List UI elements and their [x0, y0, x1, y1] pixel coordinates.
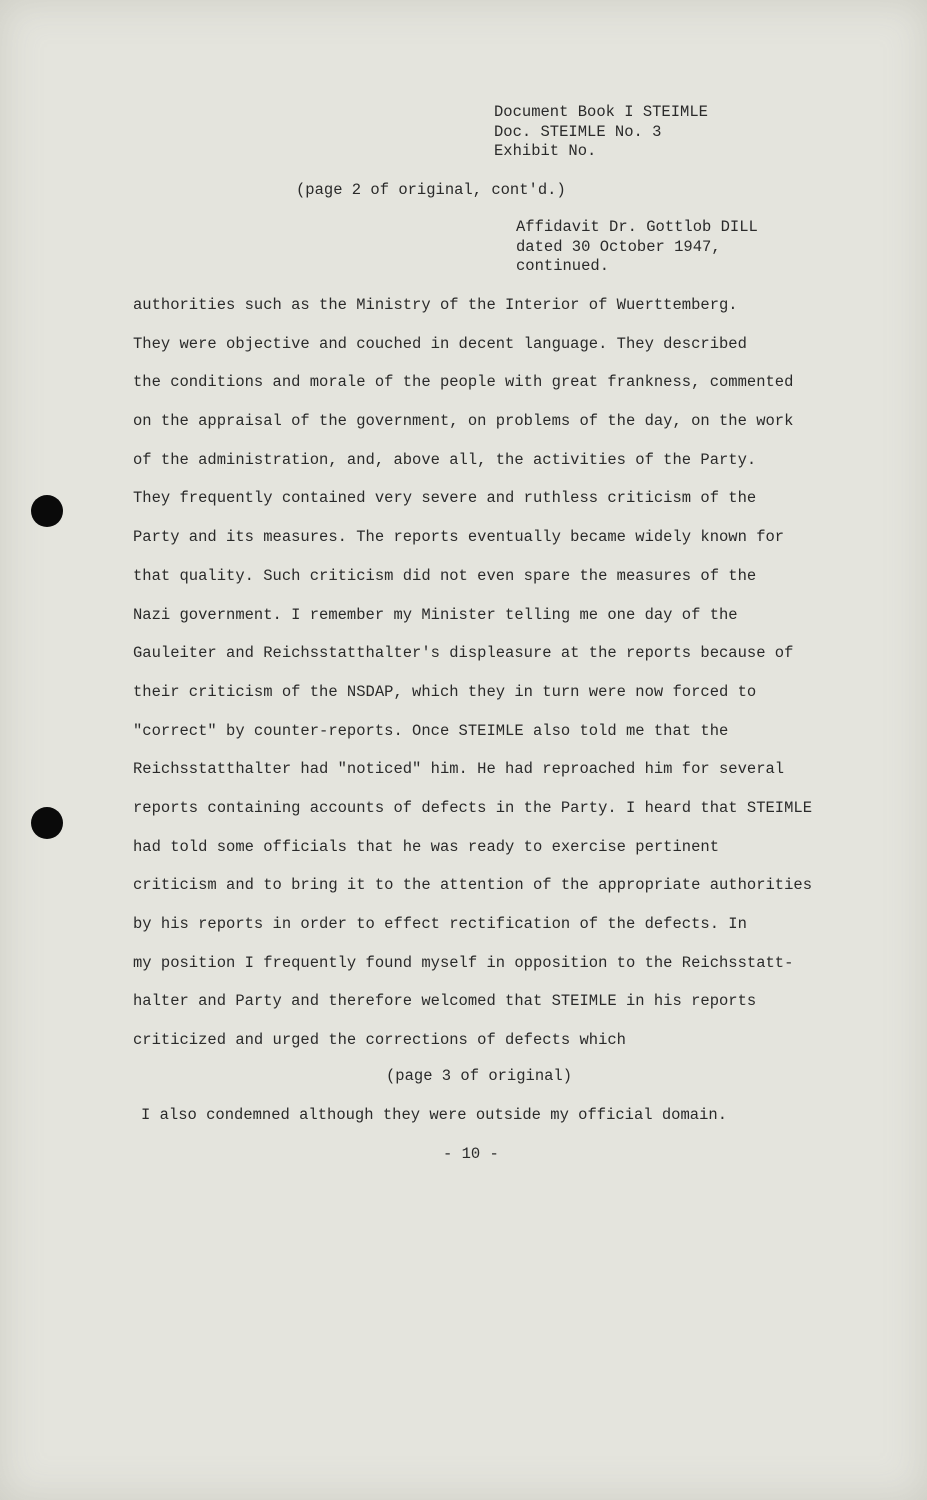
body-line: of the administration, and, above all, the activities of the Party. [133, 450, 757, 469]
body-line: reports containing accounts of defects in the Party. I heard that STEIMLE [133, 798, 813, 817]
body-line: the conditions and morale of the people with great frankness, commented [133, 373, 794, 392]
body-line: criticism and to bring it to the attention of the appropriate authorities [133, 876, 813, 895]
original-page-marker: (page 3 of original) [386, 1067, 573, 1085]
body-line: They were objective and couched in decent language. They described [133, 334, 747, 353]
body-line: Gauleiter and Reichsstatthalter's displeasure at the reports because of [133, 644, 794, 663]
affidavit-continued-line: continued. [516, 257, 610, 275]
body-line: Party and its measures. The reports eventually became widely known for [133, 528, 785, 547]
continuation-note: (page 2 of original, cont'd.) [296, 181, 566, 199]
body-line: Reichsstatthalter had "noticed" him. He had reproached him for several [133, 760, 785, 779]
exhibit-number-line: Exhibit No. [494, 142, 597, 160]
body-line: halter and Party and therefore welcomed that STEIMLE in his reports [133, 992, 757, 1011]
body-line: Nazi government. I remember my Minister telling me one day of the [133, 605, 738, 624]
body-line: their criticism of the NSDAP, which they in turn were now forced to [133, 682, 757, 701]
body-line: They frequently contained very severe and ruthless criticism of the [133, 489, 757, 508]
punch-hole [31, 495, 63, 527]
body-line: that quality. Such criticism did not even spare the measures of the [133, 566, 757, 585]
body-line: my position I frequently found myself in opposition to the Reichsstatt- [133, 953, 794, 972]
body-line-final: I also condemned although they were outside my official domain. [141, 1106, 727, 1124]
body-text [133, 294, 863, 1068]
body-line: on the appraisal of the government, on problems of the day, on the work [133, 412, 794, 431]
body-line: "correct" by counter-reports. Once STEIMLE also told me that the [133, 721, 729, 740]
doc-number-line: Doc. STEIMLE No. 3 [494, 122, 662, 141]
document-reference [494, 103, 708, 162]
affidavit-date-line: dated 30 October 1947, [516, 237, 721, 256]
body-line: by his reports in order to effect rectification of the defects. In [133, 915, 747, 933]
affidavit-reference [516, 218, 758, 277]
affidavit-title-line: Affidavit Dr. Gottlob DILL [516, 218, 758, 236]
body-line: criticized and urged the corrections of defects which [133, 1031, 626, 1050]
body-line: authorities such as the Ministry of the Interior of Wuerttemberg. [133, 296, 738, 314]
body-line: had told some officials that he was ready to exercise pertinent [133, 837, 719, 856]
document-book-line: Document Book I STEIMLE [494, 103, 708, 121]
punch-hole [31, 807, 63, 839]
page-number: - 10 - [443, 1145, 499, 1163]
